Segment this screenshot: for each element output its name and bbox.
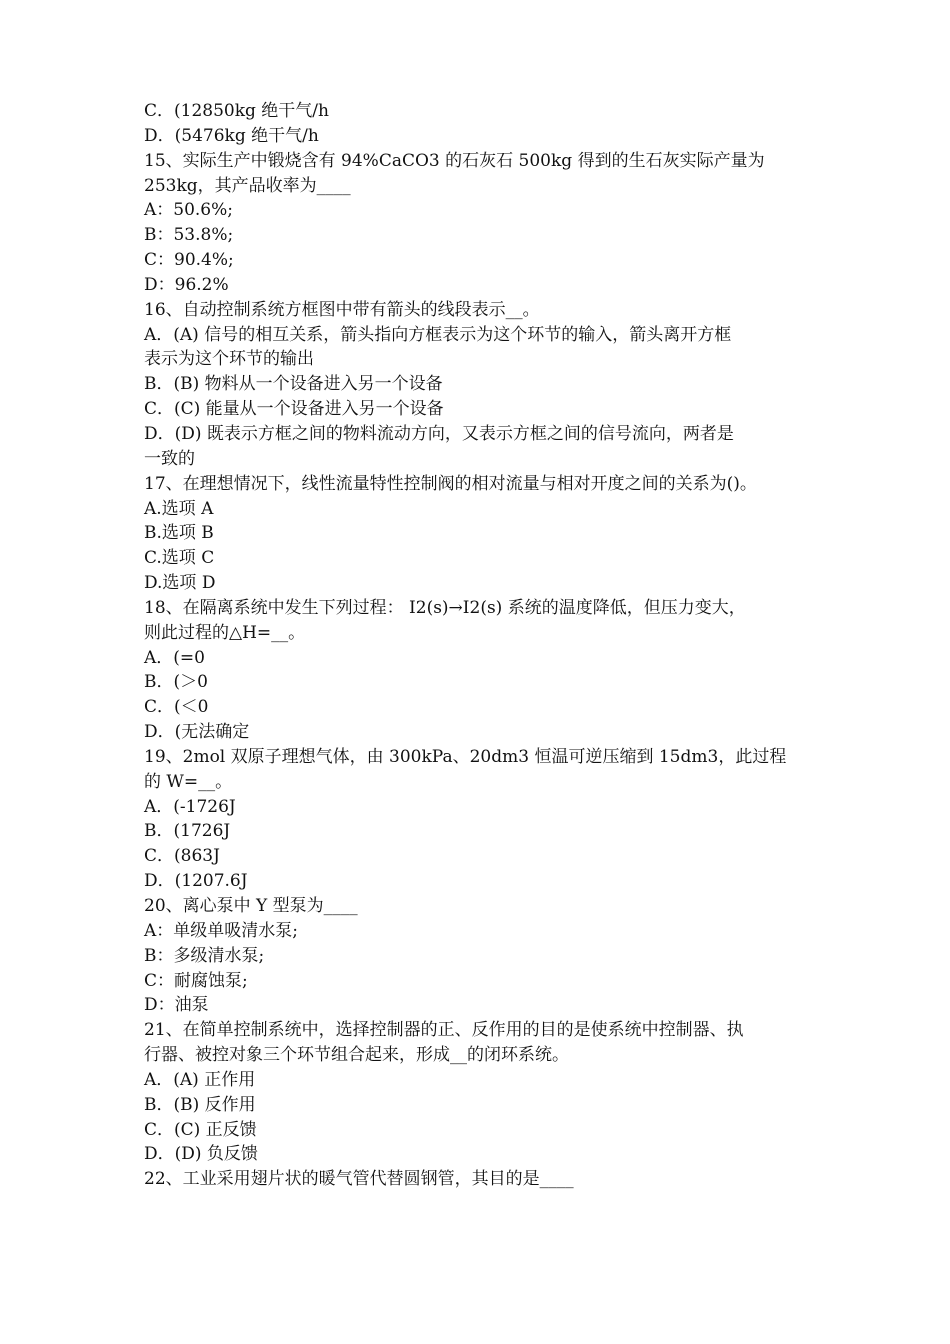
q21-option-c: C．(C) 正反馈 (144, 1119, 257, 1140)
q20-option-b: B：多级清水泵; (144, 945, 265, 966)
option-c-line: C．(12850kg 绝干气/h (144, 101, 329, 121)
q16-option-d-cont: 一致的 (144, 448, 195, 469)
q16-option-d: D．(D) 既表示方框之间的物料流动方向，又表示方框之间的信号流向，两者是 (144, 423, 734, 444)
q16-option-a-cont: 表示为这个环节的输出 (144, 349, 314, 370)
q17-option-c: C.选项 C (144, 548, 215, 569)
q15-option-c: C：90.4%; (144, 250, 234, 271)
document-body (144, 99, 814, 1192)
q16-option-c: C．(C) 能量从一个设备进入另一个设备 (144, 399, 444, 420)
q19-option-d: D．(1207.6J (144, 871, 248, 892)
question-20-text: 20、离心泵中 Y 型泵为____ (144, 896, 358, 916)
q18-option-b: B．(＞0 (144, 672, 208, 693)
q21-option-d: D．(D) 负反馈 (144, 1144, 258, 1165)
q20-option-a: A：单级单吸清水泵; (144, 920, 299, 941)
q20-option-d: D：油泵 (144, 995, 209, 1016)
q16-option-a: A．(A) 信号的相互关系，箭头指向方框表示为这个环节的输入，箭头离开方框 (144, 324, 732, 345)
question-21-text: 21、在简单控制系统中，选择控制器的正、反作用的目的是使系统中控制器、执 (144, 1020, 744, 1041)
question-19-text-cont: 的 W=__。 (144, 771, 233, 792)
q18-option-a: A．(=0 (144, 647, 205, 668)
q17-option-d: D.选项 D (144, 573, 216, 594)
q21-option-b: B．(B) 反作用 (144, 1094, 256, 1115)
question-17-text: 17、在理想情况下，线性流量特性控制阀的相对流量与相对开度之间的关系为()。 (144, 473, 757, 494)
q18-option-c: C．(＜0 (144, 697, 209, 718)
option-d-line: D．(5476kg 绝干气/h (144, 125, 319, 146)
q18-option-d: D．(无法确定 (144, 722, 250, 743)
q17-option-a: A.选项 A (144, 498, 214, 519)
question-19-text: 19、2mol 双原子理想气体，由 300kPa、20dm3 恒温可逆压缩到 15dm3，此过程 (144, 746, 787, 767)
q19-option-a: A．(-1726J (144, 796, 236, 817)
question-15-text-cont: 253kg，其产品收率为____ (144, 175, 351, 196)
q19-option-c: C．(863J (144, 846, 220, 867)
q16-option-b: B．(B) 物料从一个设备进入另一个设备 (144, 374, 443, 395)
q20-option-c: C：耐腐蚀泵; (144, 970, 248, 991)
q17-option-b: B.选项 B (144, 523, 214, 544)
question-22-text: 22、工业采用翅片状的暖气管代替圆钢管，其目的是____ (144, 1169, 574, 1190)
q19-option-b: B．(1726J (144, 821, 231, 842)
question-21-text-cont: 行器、被控对象三个环节组合起来，形成__的闭环系统。 (144, 1045, 569, 1066)
question-16-text: 16、自动控制系统方框图中带有箭头的线段表示__。 (144, 299, 540, 320)
question-15-text: 15、实际生产中锻烧含有 94%CaCO3 的石灰石 500kg 得到的生石灰实际产量为 (144, 150, 765, 171)
question-18-text: 18、在隔离系统中发生下列过程： I2(s)→I2(s) 系统的温度降低，但压力变大， (144, 597, 746, 618)
q15-option-d: D：96.2% (144, 274, 229, 295)
q15-option-a: A：50.6%; (144, 200, 234, 221)
question-18-text-cont: 则此过程的△H=__。 (144, 622, 306, 643)
q21-option-a: A．(A) 正作用 (144, 1069, 256, 1090)
q15-option-b: B：53.8%; (144, 225, 234, 246)
